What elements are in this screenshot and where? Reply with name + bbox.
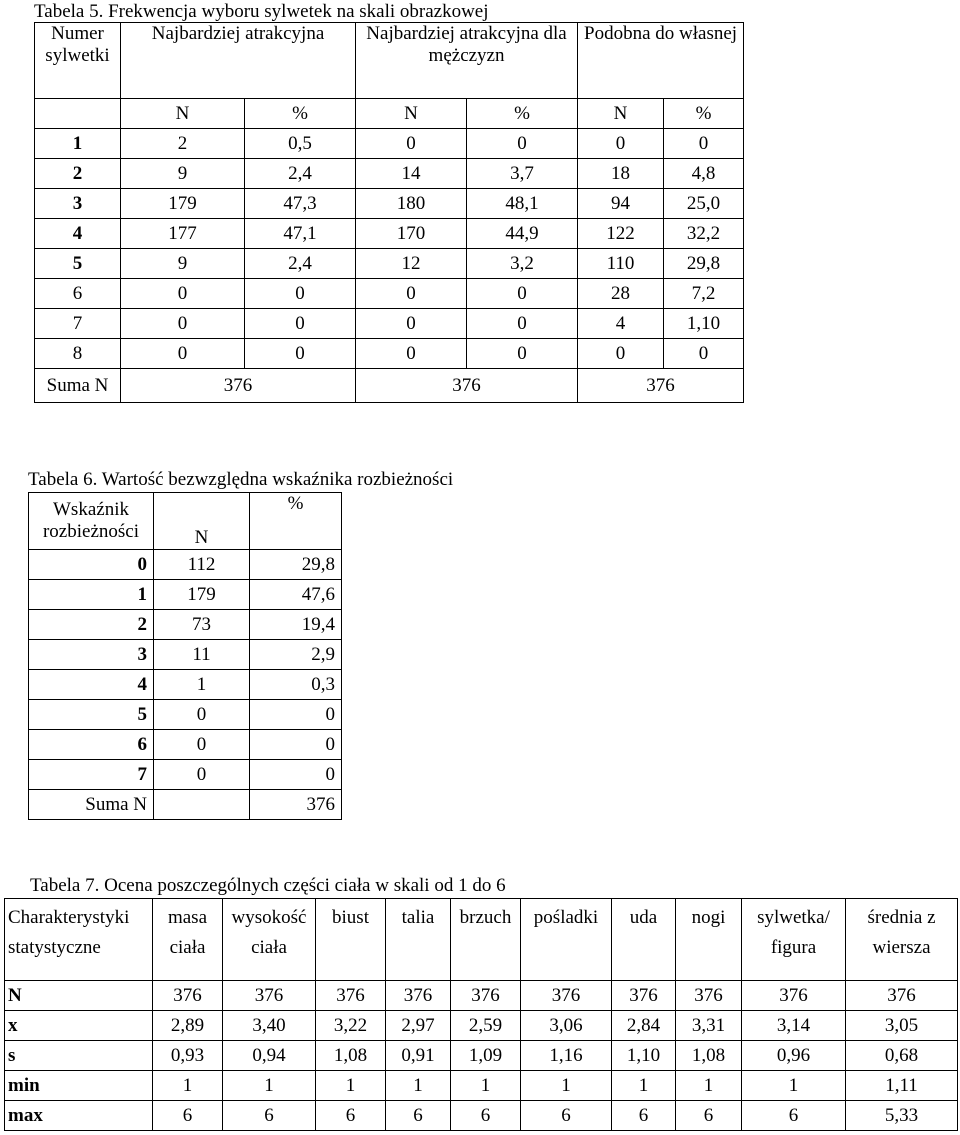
t7-cell: 2,59: [451, 1011, 521, 1041]
table7: [4, 898, 958, 1131]
t7-data-row: [5, 1101, 958, 1131]
t5-cell: 0: [664, 129, 744, 159]
t5-cell: 3,2: [467, 249, 578, 279]
t7-cell: 1: [676, 1071, 742, 1101]
t7-cell: 376: [742, 981, 846, 1011]
table6-caption: Tabela 6. Wartość bezwzględna wskaźnika rozbieżności: [28, 469, 454, 490]
t5-data-row: [35, 129, 744, 159]
table6: [28, 492, 342, 820]
t7-cell: 6: [316, 1101, 386, 1131]
t7-cell: 6: [386, 1101, 451, 1131]
t7-header-cell: wysokość ciała: [223, 899, 316, 981]
t7-cell: 3,22: [316, 1011, 386, 1041]
t6-cell: 2,9: [250, 640, 342, 670]
t6-index: 6: [29, 730, 154, 760]
t5-row-number: 7: [35, 309, 121, 339]
t5-cell: 0: [356, 309, 467, 339]
t7-cell: 376: [676, 981, 742, 1011]
t5-sum-label: Suma N: [35, 369, 121, 403]
t5-cell: 18: [578, 159, 664, 189]
t6-data-row: [29, 610, 342, 640]
t5-cell: 4,8: [664, 159, 744, 189]
t5-cell: 0: [467, 339, 578, 369]
t6-data-row: [29, 760, 342, 790]
t5-row-number: 6: [35, 279, 121, 309]
t5-cell: 0: [356, 339, 467, 369]
t5-cell: 29,8: [664, 249, 744, 279]
t6-data-row: [29, 580, 342, 610]
t7-cell: 376: [153, 981, 223, 1011]
t7-cell: 3,40: [223, 1011, 316, 1041]
t7-cell: 2,89: [153, 1011, 223, 1041]
t7-header-cell: średnia z wiersza: [846, 899, 958, 981]
t7-header-row: [5, 899, 958, 981]
t7-cell: 0,96: [742, 1041, 846, 1071]
t5-cell: 2: [121, 129, 245, 159]
t5-cell: 28: [578, 279, 664, 309]
t7-cell: 6: [153, 1101, 223, 1131]
t6-cell: 47,6: [250, 580, 342, 610]
t7-header-cell: pośladki: [521, 899, 612, 981]
t6-index: 1: [29, 580, 154, 610]
t7-cell: 0,68: [846, 1041, 958, 1071]
t7-cell: 3,05: [846, 1011, 958, 1041]
t5-subheader-row: [35, 99, 744, 129]
t5-cell: 0: [356, 129, 467, 159]
t6-index: 3: [29, 640, 154, 670]
t7-cell: 6: [223, 1101, 316, 1131]
t5-row-number: 4: [35, 219, 121, 249]
t7-cell: 376: [846, 981, 958, 1011]
t5-header-atrakcyjna-dla-mezczyzn: Najbardziej atrakcyjna dla mężczyzn: [356, 23, 578, 99]
t6-cell: 179: [154, 580, 250, 610]
t5-sum-2: 376: [356, 369, 578, 403]
t6-cell: 73: [154, 610, 250, 640]
t7-cell: 376: [612, 981, 676, 1011]
t7-cell: 1: [223, 1071, 316, 1101]
t7-header-cell: biust: [316, 899, 386, 981]
t5-cell: 94: [578, 189, 664, 219]
t5-subheader-blank: [35, 99, 121, 129]
t5-header-numer: Numer sylwetki: [35, 23, 121, 99]
t7-cell: 3,31: [676, 1011, 742, 1041]
t5-cell: 14: [356, 159, 467, 189]
t5-cell: 9: [121, 249, 245, 279]
t7-cell: 1,16: [521, 1041, 612, 1071]
t7-header-cell: talia: [386, 899, 451, 981]
t6-data-row: [29, 670, 342, 700]
t5-data-row: [35, 219, 744, 249]
t7-cell: 6: [451, 1101, 521, 1131]
t5-cell: 0: [121, 279, 245, 309]
t5-cell: 179: [121, 189, 245, 219]
t5-data-row: [35, 339, 744, 369]
t7-cell: 6: [676, 1101, 742, 1131]
t7-cell: 0,91: [386, 1041, 451, 1071]
t5-sum-1: 376: [121, 369, 356, 403]
t6-cell: 0: [250, 700, 342, 730]
t7-stat-label: x: [5, 1011, 153, 1041]
t6-index: 2: [29, 610, 154, 640]
t5-cell: 170: [356, 219, 467, 249]
t6-index: 4: [29, 670, 154, 700]
t5-cell: 0: [245, 339, 356, 369]
t7-stat-label: s: [5, 1041, 153, 1071]
t5-cell: 32,2: [664, 219, 744, 249]
t5-cell: 2,4: [245, 249, 356, 279]
t6-sum-value: 376: [250, 790, 342, 820]
t6-cell: 19,4: [250, 610, 342, 640]
t5-cell: 9: [121, 159, 245, 189]
t7-header-cell: masa ciała: [153, 899, 223, 981]
t5-cell: 0: [121, 339, 245, 369]
t5-data-row: [35, 189, 744, 219]
t6-cell: 0: [250, 760, 342, 790]
t7-header-cell: brzuch: [451, 899, 521, 981]
t6-sum-label: Suma N: [29, 790, 154, 820]
t7-cell: 1,08: [676, 1041, 742, 1071]
t6-sum-row: [29, 790, 342, 820]
t5-sub-pct: %: [245, 99, 356, 129]
t7-header-cell: uda: [612, 899, 676, 981]
t7-cell: 1,08: [316, 1041, 386, 1071]
t7-data-row: [5, 1041, 958, 1071]
t7-cell: 376: [316, 981, 386, 1011]
t7-cell: 1: [742, 1071, 846, 1101]
t5-row-number: 5: [35, 249, 121, 279]
t7-cell: 6: [742, 1101, 846, 1131]
t5-sum-3: 376: [578, 369, 744, 403]
t5-data-row: [35, 249, 744, 279]
t5-sub-pct: %: [664, 99, 744, 129]
t7-cell: 2,84: [612, 1011, 676, 1041]
t7-cell: 1,10: [612, 1041, 676, 1071]
t5-cell: 0: [467, 129, 578, 159]
t7-cell: 1: [316, 1071, 386, 1101]
t7-data-row: [5, 1071, 958, 1101]
t5-cell: 180: [356, 189, 467, 219]
t7-cell: 376: [521, 981, 612, 1011]
t5-cell: 0: [467, 279, 578, 309]
t5-cell: 110: [578, 249, 664, 279]
t5-data-row: [35, 309, 744, 339]
t5-cell: 177: [121, 219, 245, 249]
t7-cell: 5,33: [846, 1101, 958, 1131]
t6-cell: 0,3: [250, 670, 342, 700]
t7-cell: 2,97: [386, 1011, 451, 1041]
t6-cell: 1: [154, 670, 250, 700]
t5-cell: 0: [245, 279, 356, 309]
t5-cell: 44,9: [467, 219, 578, 249]
t7-cell: 376: [451, 981, 521, 1011]
t6-cell: 29,8: [250, 550, 342, 580]
t7-data-row: [5, 981, 958, 1011]
t7-cell: 0,93: [153, 1041, 223, 1071]
t6-header-n: N: [154, 493, 250, 550]
t6-sum-blank: [154, 790, 250, 820]
t7-cell: 3,06: [521, 1011, 612, 1041]
t5-cell: 25,0: [664, 189, 744, 219]
t6-index: 7: [29, 760, 154, 790]
t7-header-cell: nogi: [676, 899, 742, 981]
t6-data-row: [29, 700, 342, 730]
t7-data-row: [5, 1011, 958, 1041]
t6-cell: 0: [154, 700, 250, 730]
t6-header-wskaznik: Wskaźnik rozbieżności: [29, 493, 154, 550]
t7-cell: 376: [223, 981, 316, 1011]
t5-header-najbardziej-atrakcyjna: Najbardziej atrakcyjna: [121, 23, 356, 99]
t7-cell: 376: [386, 981, 451, 1011]
table7-caption: Tabela 7. Ocena poszczególnych części ciała w skali od 1 do 6: [30, 875, 506, 896]
t5-header-podobna-do-wlasnej: Podobna do własnej: [578, 23, 744, 99]
t5-cell: 0,5: [245, 129, 356, 159]
table5: [34, 22, 744, 403]
t7-cell: 1: [521, 1071, 612, 1101]
t5-cell: 4: [578, 309, 664, 339]
t5-cell: 122: [578, 219, 664, 249]
t5-row-number: 1: [35, 129, 121, 159]
t6-index: 5: [29, 700, 154, 730]
t5-cell: 0: [245, 309, 356, 339]
t7-header-cell: Charakterystyki statystyczne: [5, 899, 153, 981]
t5-cell: 47,3: [245, 189, 356, 219]
t6-header-pct: %: [250, 493, 342, 550]
t7-stat-label: max: [5, 1101, 153, 1131]
t5-cell: 47,1: [245, 219, 356, 249]
t5-row-number: 8: [35, 339, 121, 369]
t5-cell: 48,1: [467, 189, 578, 219]
t6-data-row: [29, 640, 342, 670]
t5-cell: 12: [356, 249, 467, 279]
t7-cell: 1,09: [451, 1041, 521, 1071]
t5-cell: 0: [664, 339, 744, 369]
t7-stat-label: N: [5, 981, 153, 1011]
t7-cell: 6: [521, 1101, 612, 1131]
t6-cell: 0: [154, 760, 250, 790]
t5-cell: 0: [356, 279, 467, 309]
t6-cell: 0: [154, 730, 250, 760]
t6-data-row: [29, 550, 342, 580]
table5-caption: Tabela 5. Frekwencja wyboru sylwetek na skali obrazkowej: [34, 1, 489, 22]
t7-cell: 6: [612, 1101, 676, 1131]
t7-cell: 3,14: [742, 1011, 846, 1041]
t5-sum-row: [35, 369, 744, 403]
t5-sub-n: N: [356, 99, 467, 129]
t7-header-cell: sylwetka/ figura: [742, 899, 846, 981]
t5-data-row: [35, 159, 744, 189]
t5-cell: 0: [578, 339, 664, 369]
t7-cell: 1: [153, 1071, 223, 1101]
t5-cell: 0: [467, 309, 578, 339]
t6-cell: 11: [154, 640, 250, 670]
t5-row-number: 2: [35, 159, 121, 189]
t6-data-row: [29, 730, 342, 760]
t5-cell: 1,10: [664, 309, 744, 339]
t5-sub-pct: %: [467, 99, 578, 129]
t7-cell: 0,94: [223, 1041, 316, 1071]
t6-cell: 0: [250, 730, 342, 760]
t5-cell: 2,4: [245, 159, 356, 189]
t7-cell: 1: [386, 1071, 451, 1101]
t5-cell: 3,7: [467, 159, 578, 189]
t6-index: 0: [29, 550, 154, 580]
t5-sub-n: N: [121, 99, 245, 129]
t5-cell: 7,2: [664, 279, 744, 309]
t5-sub-n: N: [578, 99, 664, 129]
t7-cell: 1,11: [846, 1071, 958, 1101]
t7-cell: 1: [451, 1071, 521, 1101]
t7-cell: 1: [612, 1071, 676, 1101]
t5-cell: 0: [578, 129, 664, 159]
t5-data-row: [35, 279, 744, 309]
t6-cell: 112: [154, 550, 250, 580]
t7-stat-label: min: [5, 1071, 153, 1101]
t5-row-number: 3: [35, 189, 121, 219]
t5-cell: 0: [121, 309, 245, 339]
